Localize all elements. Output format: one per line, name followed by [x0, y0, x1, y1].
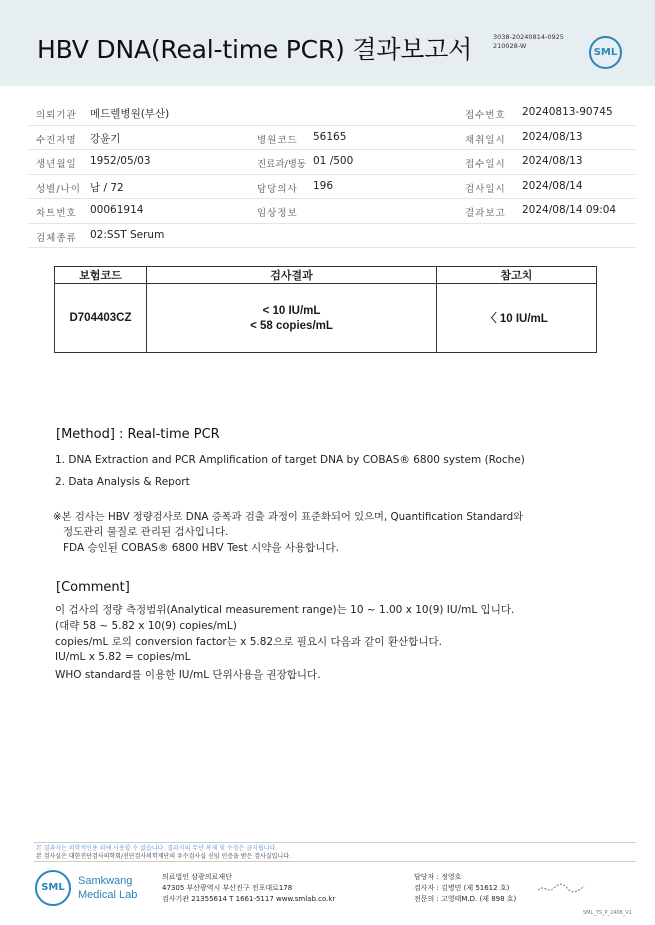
lab-name-line2: Medical Lab: [78, 889, 138, 901]
chart-label: 차트번호: [36, 208, 77, 219]
info-row: [28, 224, 636, 249]
report-title: HBV DNA(Real-time PCR) 결과보고서: [37, 35, 473, 64]
institution-value: 메드렐병원(부산): [90, 108, 170, 120]
method-item-2: 2. Data Analysis & Report: [55, 476, 190, 488]
comment-line-2: (대략 58 ~ 5.82 x 10(9) copies/mL): [55, 620, 237, 632]
table-row: [55, 284, 597, 353]
footer-address-3: 검사기관 21355614 T 1661-5117 www.smlab.co.kr: [162, 895, 336, 903]
collect-label: 채취일시: [465, 134, 506, 146]
method-note-3: FDA 승인된 COBAS® 6800 HBV Test 시약을 사용합니다.: [63, 542, 339, 554]
result-copies: < 58 copies/mL: [250, 319, 333, 332]
receive-value: 2024/08/13: [522, 155, 583, 167]
patient-info: [28, 101, 636, 248]
footer-staff-2: 검사자 : 김병민 (제 51612 호): [414, 884, 510, 892]
method-note-2: 정도관리 물질로 관리된 검사입니다.: [63, 526, 229, 538]
report-code: [493, 33, 564, 51]
receipt-no-value: 20240813-90745: [522, 106, 613, 118]
birth-label: 생년월일: [36, 159, 77, 170]
report-code-line2: 210028-W: [493, 42, 527, 50]
info-row: [28, 175, 636, 200]
comment-line-5: WHO standard를 이용한 IU/mL 단위사용을 권장합니다.: [55, 669, 321, 681]
report-header: [0, 0, 655, 86]
info-row: [28, 199, 636, 224]
lab-name-line1: Samkwang: [78, 875, 133, 887]
footer-notice-2: 본 검사실은 대한진단검사의학회/진단검사의학재단의 우수검사실 신임 인증을 받은 검사실입니다.: [36, 853, 291, 860]
signature-image: [536, 880, 586, 896]
specimen-value: 02:SST Serum: [90, 228, 165, 241]
doctor-value: 196: [313, 179, 334, 192]
footer-notice-1: 본 결과지는 의학적인용 외에 사용할 수 없습니다. 결과지의 무단 복제 및 수정은 금지됩니다.: [36, 845, 278, 852]
sex-age-label: 성별/나이: [36, 183, 81, 195]
table-header-row: [55, 267, 597, 284]
clinical-label: 임상정보: [257, 208, 298, 219]
comment-heading: [Comment]: [56, 580, 130, 595]
collect-value: 2024/08/13: [522, 130, 583, 143]
doctor-label: 담당의사: [257, 183, 298, 195]
hospital-code-value: 56165: [313, 130, 347, 143]
comment-line-3: copies/mL 로의 conversion factor는 x 5.82으로 필요시 다음과 같이 환산합니다.: [55, 636, 442, 648]
test-date-label: 검사일시: [465, 183, 506, 195]
info-row: [28, 150, 636, 175]
patient-label: 수진자명: [36, 134, 77, 146]
info-row: [28, 126, 636, 151]
method-heading: [Method] : Real-time PCR: [56, 427, 220, 442]
header-result: 검사결과: [147, 267, 437, 284]
result-table: [54, 266, 597, 353]
dept-label: 진료과/병동: [257, 159, 307, 170]
form-code: SML_TS_P_2408_V1: [583, 910, 632, 916]
sex-age-value: 남 / 72: [90, 181, 124, 194]
info-row: [28, 101, 636, 126]
hospital-code-label: 병원코드: [257, 134, 298, 146]
chart-value: 00061914: [90, 204, 144, 216]
birth-value: 1952/05/03: [90, 155, 151, 167]
test-date-value: 2024/08/14: [522, 179, 583, 192]
header-code: 보험코드: [55, 267, 147, 284]
result-cell: [147, 284, 437, 353]
patient-value: 강윤기: [90, 132, 121, 145]
header-reference: 참고치: [437, 267, 597, 284]
sml-logo: SML: [589, 36, 622, 69]
institution-label: 의뢰기관: [36, 110, 77, 121]
result-iu: < 10 IU/mL: [262, 304, 321, 317]
report-value: 2024/08/14 09:04: [522, 204, 617, 216]
report-code-line1: 3038-20240814-0925: [493, 33, 564, 41]
footer-address-1: 의료법인 삼광의료재단: [162, 873, 232, 881]
lab-name: [78, 874, 137, 902]
reference-value: 〈 10 IU/mL: [437, 284, 597, 353]
method-item-1: 1. DNA Extraction and PCR Amplification of target DNA by COBAS® 6800 system (Roche): [55, 454, 525, 466]
comment-line-1: 이 검사의 정량 측정범위(Analytical measurement range)는 10 ~ 1.00 x 10(9) IU/mL 입니다.: [55, 604, 515, 616]
method-note-1: ※본 검사는 HBV 정량검사로 DNA 증폭과 검출 과정이 표준화되어 있으며, Quantification Standard와: [53, 511, 524, 523]
report-label: 결과보고: [465, 208, 506, 219]
dept-value: 01 /500: [313, 155, 354, 167]
receive-label: 접수일시: [465, 159, 506, 170]
footer-staff-1: 담당자 : 정영호: [414, 873, 462, 881]
insurance-code: D704403CZ: [55, 284, 147, 353]
sml-footer-logo: SML: [35, 870, 71, 906]
specimen-label: 검체종류: [36, 232, 77, 244]
footer-divider-2: [34, 861, 636, 862]
footer-address-2: 47305 부산광역시 부산진구 전포대로178: [162, 884, 293, 892]
comment-line-4: IU/mL x 5.82 = copies/mL: [55, 651, 191, 663]
footer-staff-3: 전문의 : 고영태M.D. (제 898 호): [414, 895, 517, 903]
receipt-no-label: 접수번호: [465, 110, 506, 121]
